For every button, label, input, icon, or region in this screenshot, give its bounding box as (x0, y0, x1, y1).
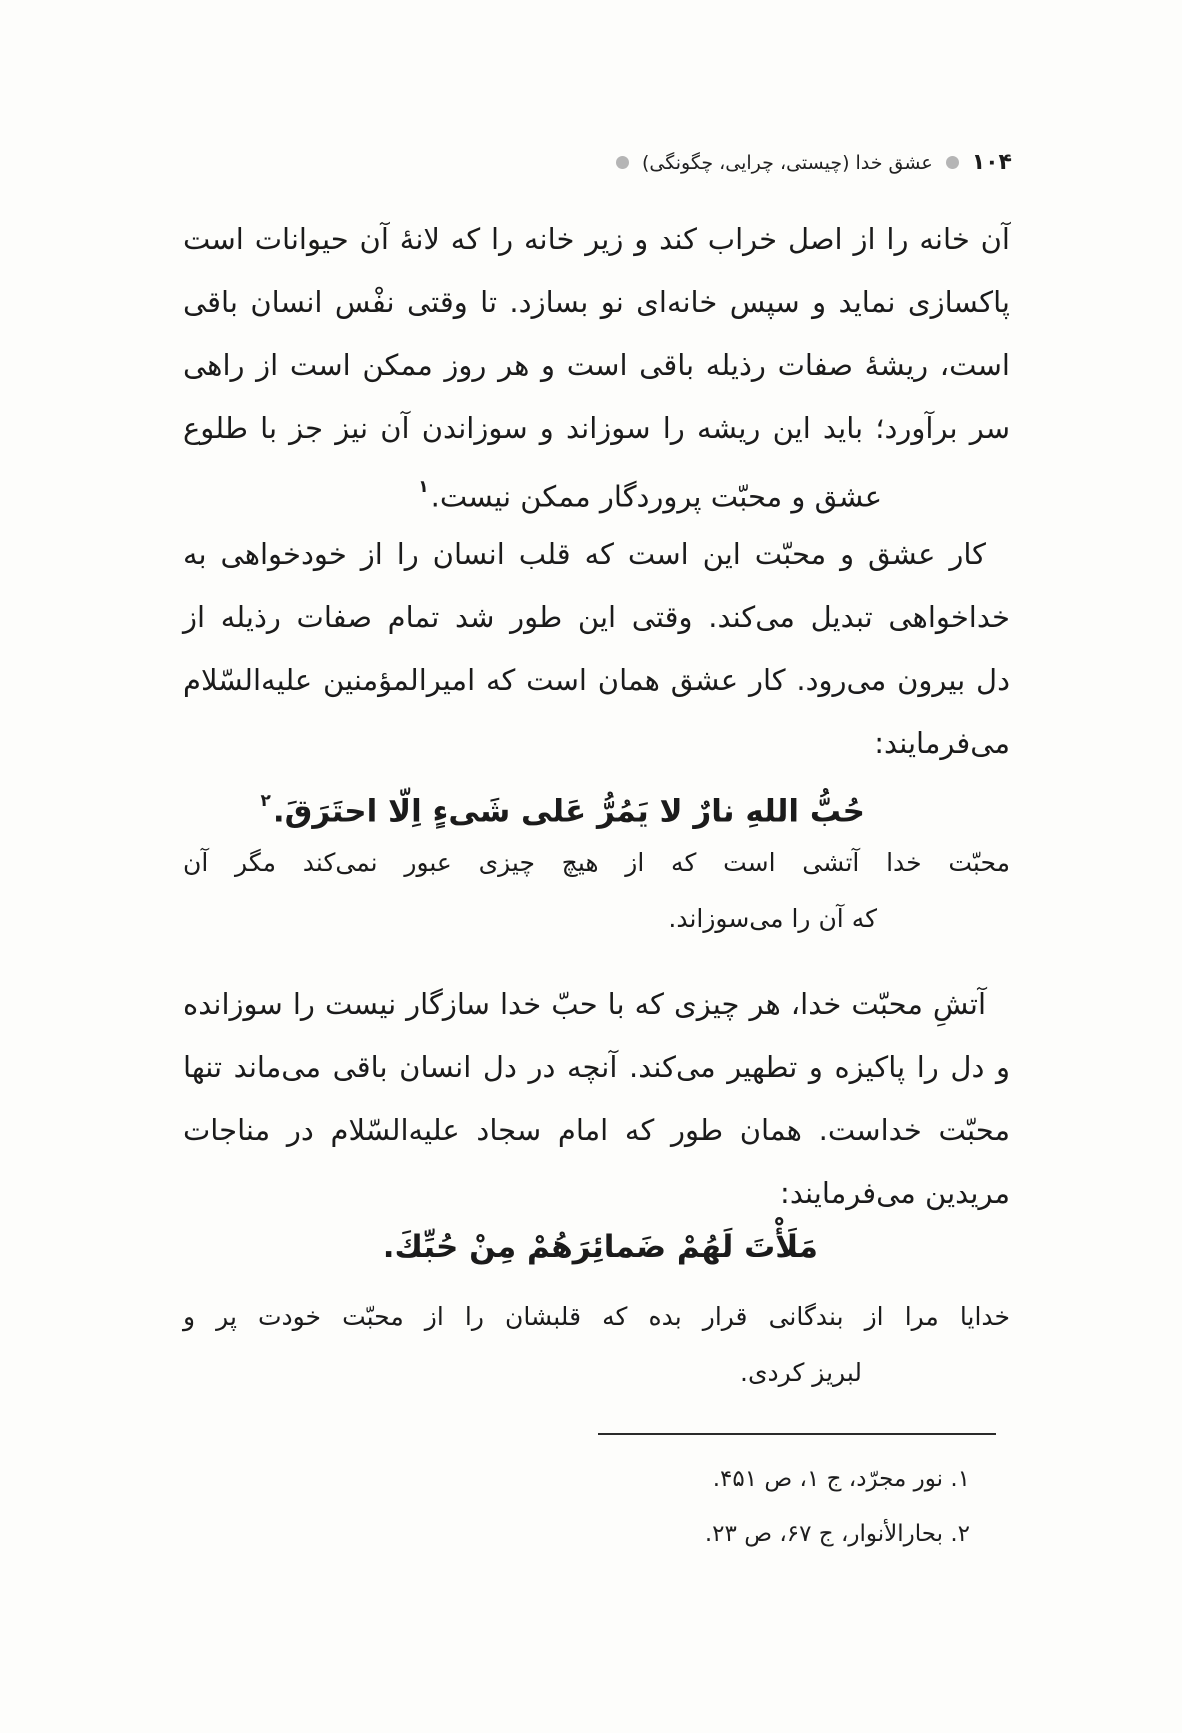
quote-translation (183, 835, 1010, 947)
header-bullet-icon (616, 156, 629, 169)
page-number: ۱۰۴ (971, 150, 1012, 175)
body-line: آتشِ محبّت خدا، هر چیزی که با حبّ خدا سازگار نیست را سوزانده (183, 987, 986, 1021)
header-bullet-icon (946, 156, 959, 169)
text-column (183, 208, 1010, 1401)
body-line: است، ریشهٔ صفات رذیله باقی است و هر روز ممکن است از راهی (183, 348, 1010, 382)
footnote-separator (598, 1433, 996, 1435)
footnote-item: ۱. نور مجرّد، ج ۱، ص ۴۵۱. (712, 1466, 970, 1492)
footnote-ref-marker: ۱ (418, 477, 429, 497)
body-line: سر برآورد؛ باید این ریشه را سوزاند و سوزاندن آن نیز جز با طلوع (183, 411, 1010, 445)
arabic-quote (183, 775, 1010, 835)
body-line-last (183, 460, 1010, 523)
body-line: پاکسازی نماید و سپس خانه‌ای نو بسازد. تا وقتی نفْس انسان باقی (183, 285, 1010, 319)
paragraph-continuation (183, 208, 1010, 523)
body-line-last: مریدین می‌فرمایند: (780, 1176, 1010, 1210)
quote-translation (183, 1289, 1010, 1401)
body-line: محبّت خداست. همان طور که امام سجاد علیه‌السّلام در مناجات (183, 1113, 1010, 1147)
arabic-quote-text: حُبُّ اللهِ نارٌ لا یَمُرُّ عَلی شَیءٍ اِلّا احتَرَقَ. (272, 793, 865, 830)
translation-line: لبریز کردی. (740, 1358, 862, 1387)
body-line: آن خانه را از اصل خراب کند و زیر خانه را که لانهٔ آن حیوانات است (183, 222, 1010, 256)
translation-line: که آن را می‌سوزاند. (668, 904, 877, 933)
body-line-last: می‌فرمایند: (874, 726, 1010, 760)
body-line: خداخواهی تبدیل می‌کند. وقتی این طور شد تمام صفات رذیله از (183, 600, 1010, 634)
paragraph (183, 523, 1010, 775)
translation-line: خدایا مرا از بندگانی قرار بده که قلبشان را از محبّت خودت پر و (183, 1302, 1010, 1331)
running-head (616, 150, 1012, 175)
footnote-ref-marker: ۲ (260, 791, 271, 811)
body-line: کار عشق و محبّت این است که قلب انسان را از خودخواهی به (183, 537, 986, 571)
body-line: و دل را پاکیزه و تطهیر می‌کند. آنچه در دل انسان باقی می‌ماند تنها (183, 1050, 1010, 1084)
paragraph-last-line: عشق و محبّت پروردگار ممکن نیست. (430, 479, 882, 514)
paragraph (183, 973, 1010, 1225)
arabic-quote: مَلَأْتَ لَهُمْ ضَمائِرَهُمْ مِنْ حُبِّكَ. (382, 1229, 818, 1265)
body-line: دل بیرون می‌رود. کار عشق همان است که امیرالمؤمنین علیه‌السّلام (183, 663, 1010, 697)
translation-line: محبّت خدا آتشی است که از هیچ چیزی عبور نمی‌کند مگر آن (183, 848, 1010, 877)
footnotes (705, 1452, 970, 1562)
footnote-item: ۲. بحارالأنوار، ج ۶۷، ص ۲۳. (704, 1521, 970, 1547)
running-head-title: عشق خدا (چیستی، چرایی، چگونگی) (642, 151, 933, 174)
